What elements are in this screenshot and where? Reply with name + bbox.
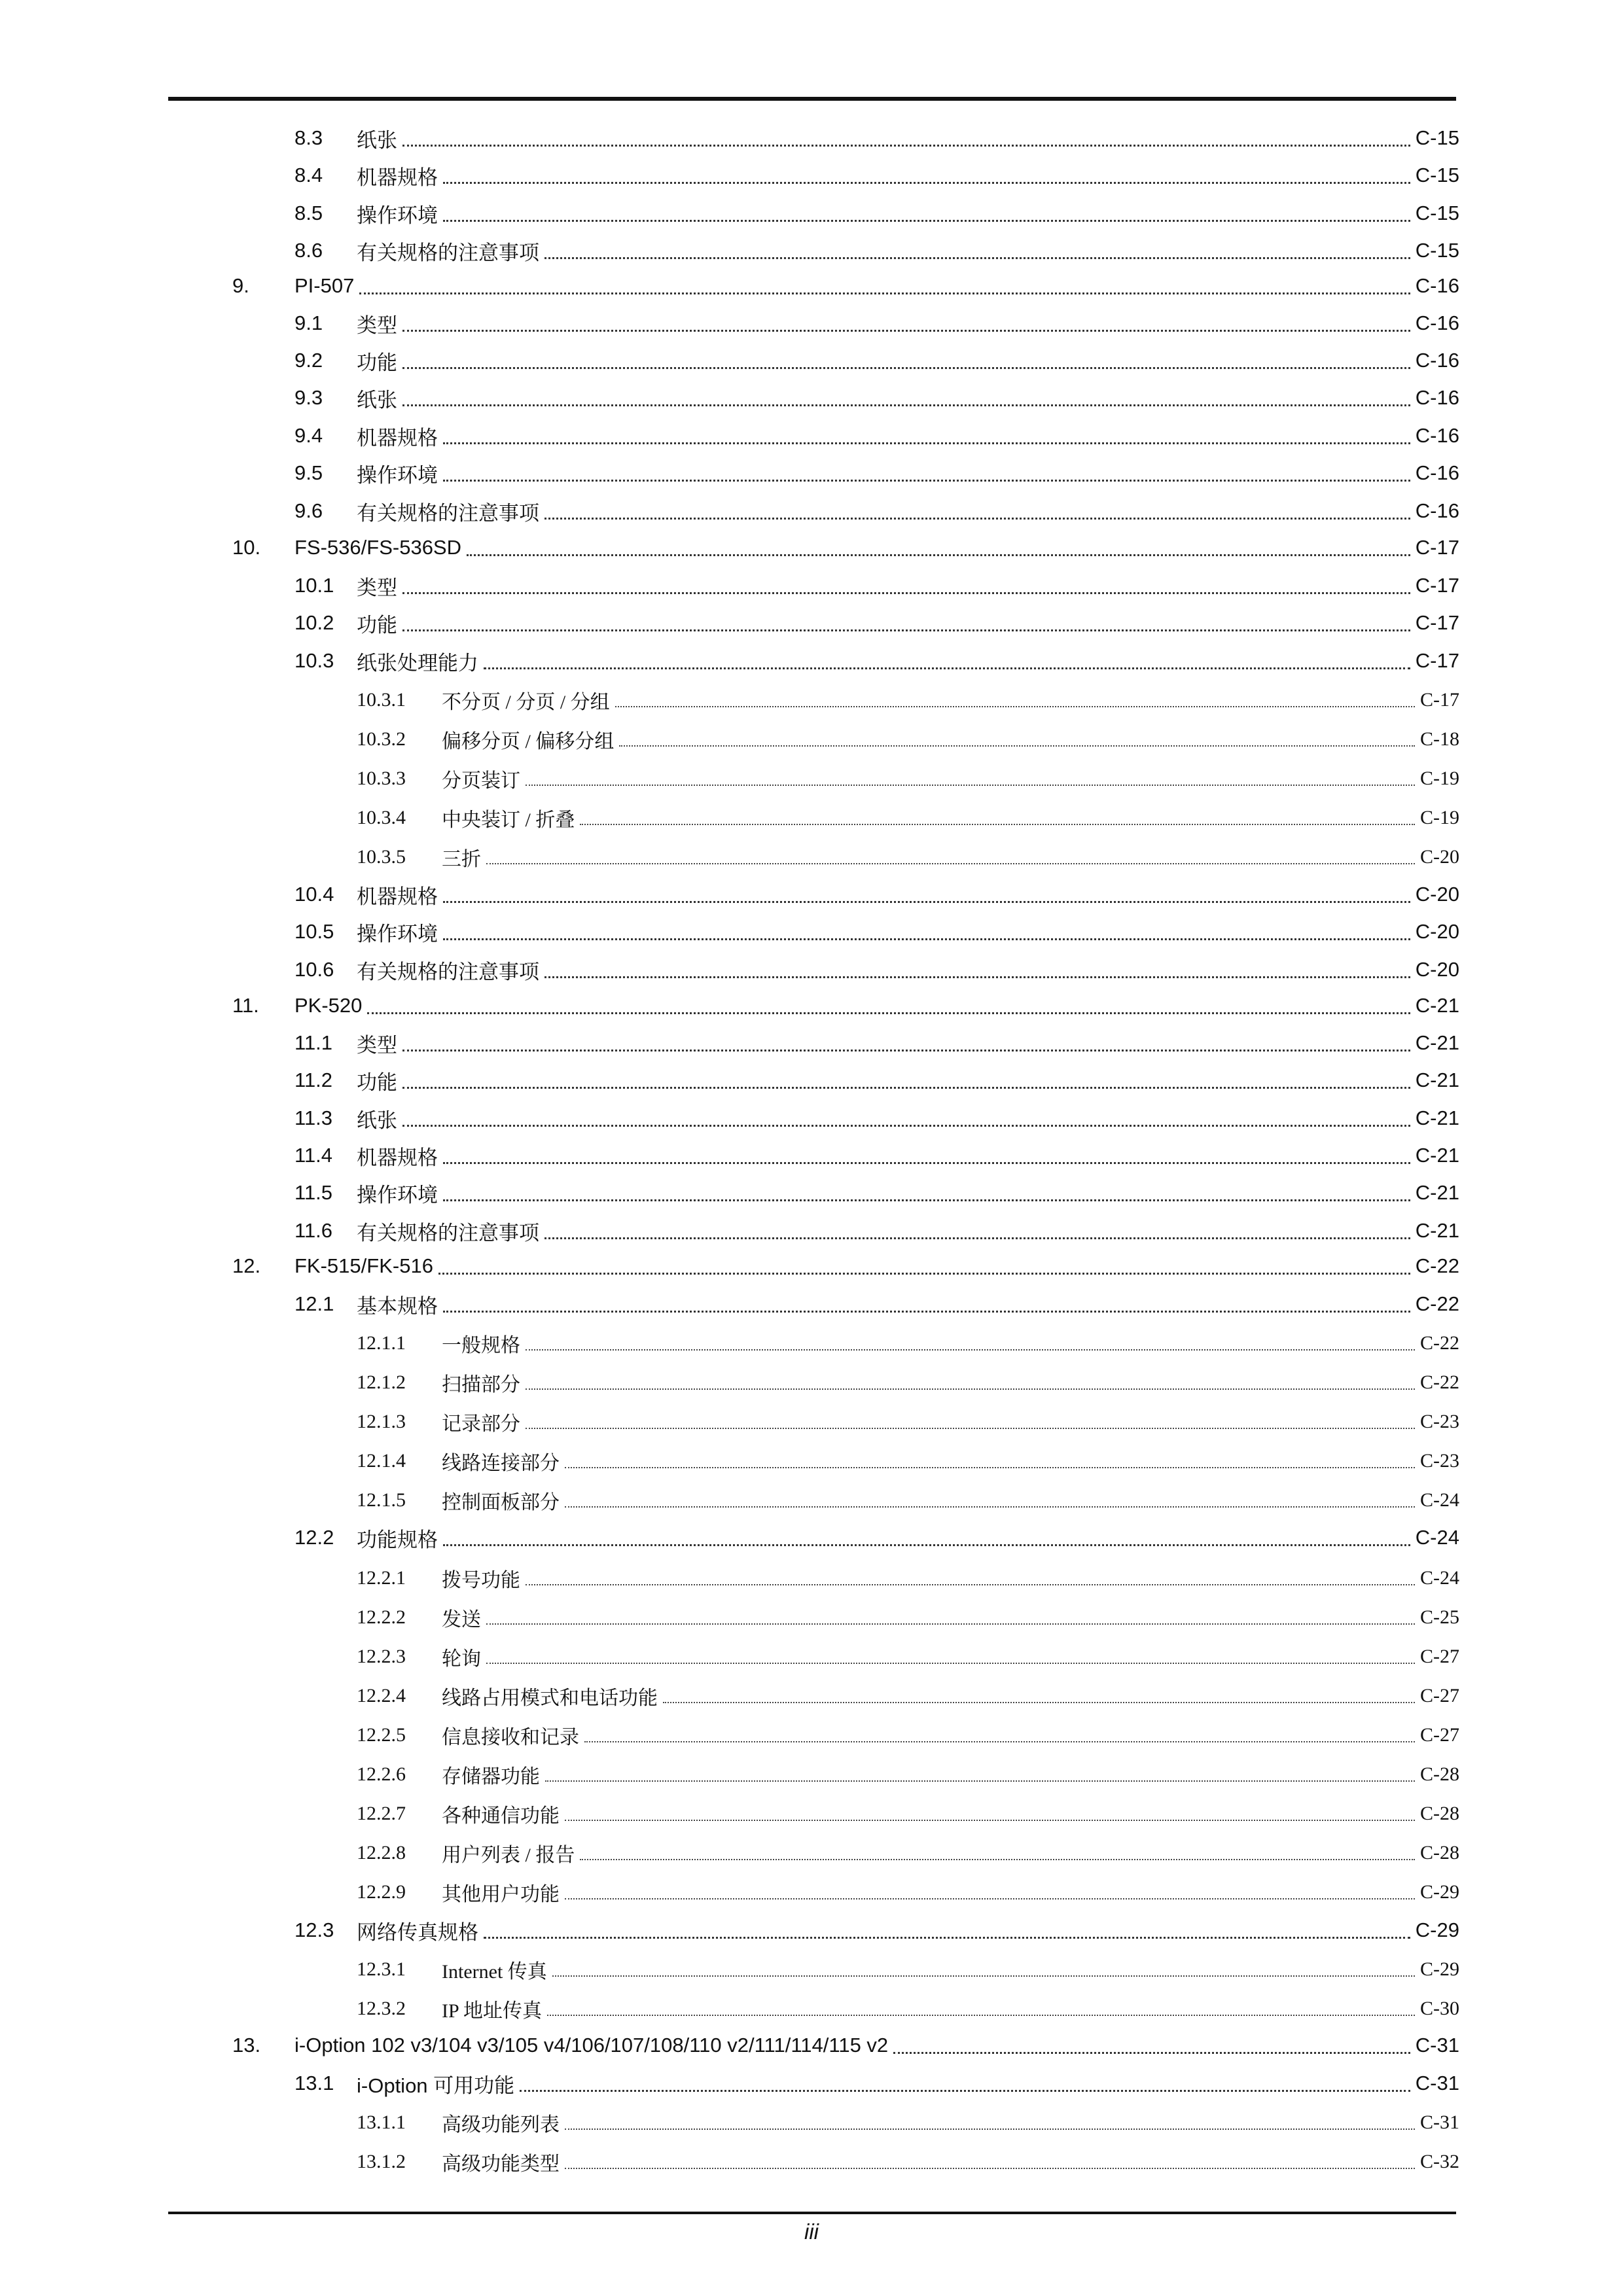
toc-entry-title: 操作环境 [357, 1183, 438, 1207]
footer-rule [168, 2212, 1456, 2214]
toc-entry[interactable] [0, 457, 1623, 489]
toc-entry[interactable] [0, 1719, 1623, 1752]
toc-entry-page: C-21 [1415, 1031, 1459, 1054]
toc-entry-title: 其他用户功能 [442, 1884, 560, 1905]
toc-entry-title: 功能规格 [357, 1528, 438, 1551]
toc-entry-number: 12.1 [294, 1292, 334, 1315]
toc-entry-page: C-24 [1415, 1526, 1459, 1549]
toc-dot-leader [402, 404, 1410, 406]
toc-entry-title: 机器规格 [357, 1146, 438, 1169]
toc-entry[interactable] [0, 2029, 1623, 2062]
toc-dot-leader [402, 592, 1410, 594]
toc-dot-leader [402, 330, 1410, 332]
toc-entry[interactable] [0, 1914, 1623, 1947]
toc-dot-leader [443, 182, 1410, 184]
toc-entry-page: C-28 [1420, 1842, 1459, 1863]
toc-entry[interactable] [0, 762, 1623, 795]
toc-entry-page: C-24 [1420, 1489, 1459, 1511]
toc-dot-leader [359, 292, 1410, 294]
toc-entry-title: 有关规格的注意事项 [357, 960, 539, 983]
toc-entry[interactable] [0, 1601, 1623, 1634]
toc-entry-page: C-15 [1415, 126, 1459, 149]
toc-dot-leader [467, 554, 1410, 556]
toc-entry-title: 各种通信功能 [442, 1805, 560, 1827]
toc-entry-page: C-16 [1415, 274, 1459, 297]
toc-entry-title: 类型 [357, 313, 397, 337]
toc-entry[interactable] [0, 953, 1623, 986]
toc-entry[interactable] [0, 1680, 1623, 1712]
toc-entry-title: 基本规格 [357, 1294, 438, 1318]
toc-entry-title: 高级功能类型 [442, 2153, 560, 2175]
toc-dot-leader [443, 1311, 1410, 1313]
toc-entry[interactable] [0, 2106, 1623, 2139]
toc-entry-page: C-17 [1415, 574, 1459, 597]
toc-entry[interactable] [0, 1405, 1623, 1438]
toc-entry-number: 10.3.5 [357, 846, 406, 868]
toc-dot-leader [580, 1859, 1415, 1860]
toc-entry-title: 操作环境 [357, 203, 438, 227]
toc-entry-page: C-16 [1415, 461, 1459, 484]
toc-entry-page: C-17 [1415, 536, 1459, 559]
toc-entry[interactable] [0, 1758, 1623, 1791]
toc-entry-page: C-32 [1420, 2151, 1459, 2172]
toc-entry[interactable] [0, 122, 1623, 154]
toc-entry[interactable] [0, 1214, 1623, 1247]
toc-entry[interactable] [0, 1327, 1623, 1360]
toc-dot-leader [443, 480, 1410, 482]
toc-entry-title: i-Option 102 v3/104 v3/105 v4/106/107/108/110 v2/111/114/115 v2 [294, 2034, 889, 2057]
toc-dot-leader [565, 1467, 1415, 1468]
toc-entry-title: 网络传真规格 [357, 1920, 478, 1944]
toc-entry-title: 机器规格 [357, 426, 438, 450]
toc-entry-number: 12.3.1 [357, 1958, 406, 1980]
toc-dot-leader [526, 1428, 1415, 1429]
toc-entry-page: C-27 [1420, 1685, 1459, 1706]
toc-dot-leader [402, 145, 1410, 147]
toc-entry-number: 10.3.2 [357, 728, 406, 750]
toc-dot-leader [619, 745, 1415, 747]
toc-entry-number: 10.3 [294, 649, 334, 672]
toc-entry-title: 用户列表 / 报告 [442, 1845, 575, 1866]
toc-entry-page: C-19 [1420, 768, 1459, 789]
toc-entry-title: 不分页 / 分页 / 分组 [442, 692, 610, 713]
toc-entry-page: C-16 [1415, 499, 1459, 522]
toc-entry-number: 10.4 [294, 883, 334, 906]
toc-dot-leader [486, 1623, 1415, 1625]
toc-entry-title: 拨号功能 [442, 1570, 520, 1591]
toc-dot-leader [893, 2052, 1410, 2054]
toc-entry-page: C-29 [1420, 1958, 1459, 1980]
toc-entry[interactable] [0, 878, 1623, 911]
toc-entry-page: C-21 [1415, 994, 1459, 1017]
toc-entry-title: 功能 [357, 613, 397, 637]
toc-entry-title: 偏移分页 / 偏移分组 [442, 731, 615, 752]
toc-entry-page: C-16 [1415, 349, 1459, 372]
toc-entry-title: 有关规格的注意事项 [357, 1221, 539, 1245]
toc-entry-title: 有关规格的注意事项 [357, 501, 539, 525]
toc-dot-leader [484, 667, 1410, 669]
toc-entry-page: C-20 [1415, 920, 1459, 943]
toc-entry-title: FK-515/FK-516 [294, 1254, 433, 1277]
toc-entry-page: C-29 [1415, 1918, 1459, 1941]
toc-dot-leader [402, 1125, 1410, 1127]
toc-entry-number: 9.1 [294, 311, 323, 334]
toc-dot-leader [526, 785, 1415, 786]
toc-entry-title: 存储器功能 [442, 1766, 540, 1788]
toc-entry-page: C-20 [1420, 846, 1459, 868]
toc-entry-number: 12.1.5 [357, 1489, 406, 1511]
toc-dot-leader [443, 901, 1410, 903]
toc-entry-page: C-19 [1420, 807, 1459, 828]
toc-entry-title: IP 地址传真 [442, 2000, 543, 2022]
toc-entry-number: 12.2.3 [357, 1646, 406, 1667]
toc-entry-number: 10.2 [294, 611, 334, 634]
toc-dot-leader [663, 1702, 1415, 1703]
toc-entry-number: 12.2.6 [357, 1763, 406, 1785]
toc-dot-leader [402, 1087, 1410, 1089]
toc-entry-number: 11.2 [294, 1069, 333, 1091]
toc-dot-leader [402, 367, 1410, 369]
toc-entry-title: Internet 传真 [442, 1961, 547, 1983]
toc-entry-number: 12.1.3 [357, 1411, 406, 1432]
toc-entry-title: 中央装订 / 折叠 [442, 809, 575, 831]
toc-dot-leader [520, 2090, 1410, 2092]
toc-entry[interactable] [0, 723, 1623, 756]
toc-dot-leader [565, 1506, 1415, 1508]
toc-entry-number: 13.1.1 [357, 2111, 406, 2133]
toc-dot-leader [565, 2168, 1415, 2169]
toc-entry-page: C-22 [1420, 1371, 1459, 1393]
toc-entry[interactable] [0, 1992, 1623, 2025]
toc-entry-page: C-16 [1415, 386, 1459, 409]
toc-dot-leader [367, 1012, 1410, 1014]
toc-entry-page: C-17 [1420, 689, 1459, 711]
toc-entry[interactable] [0, 1521, 1623, 1554]
toc-entry-number: 12.2 [294, 1526, 334, 1549]
toc-entry[interactable] [0, 381, 1623, 414]
toc-entry[interactable] [0, 915, 1623, 948]
toc-dot-leader [565, 1820, 1415, 1821]
toc-entry[interactable] [0, 1139, 1623, 1172]
toc-dot-leader [544, 1237, 1410, 1239]
toc-entry-title: 有关规格的注意事项 [357, 241, 539, 264]
toc-entry-number: 10. [232, 536, 261, 559]
toc-entry[interactable] [0, 197, 1623, 230]
toc-dot-leader [526, 1349, 1415, 1351]
toc-entry-title: 线路占用模式和电话功能 [442, 1687, 658, 1709]
toc-dot-leader [526, 1388, 1415, 1390]
toc-entry-page: C-21 [1415, 1219, 1459, 1242]
toc-entry-number: 12.2.9 [357, 1881, 406, 1903]
toc-entry-title: i-Option 可用功能 [357, 2074, 515, 2097]
toc-entry[interactable] [0, 234, 1623, 267]
toc-entry-page: C-15 [1415, 239, 1459, 262]
toc-entry-number: 12. [232, 1254, 261, 1277]
toc-entry[interactable] [0, 1876, 1623, 1909]
toc-entry-page: C-22 [1415, 1292, 1459, 1315]
toc-entry-page: C-22 [1420, 1332, 1459, 1354]
toc-entry[interactable] [0, 1640, 1623, 1673]
toc-entry-number: 8.4 [294, 164, 323, 186]
toc-entry-page: C-16 [1415, 424, 1459, 447]
toc-entry-page: C-31 [1420, 2111, 1459, 2133]
toc-entry-title: PI-507 [294, 274, 355, 297]
toc-entry-page: C-28 [1420, 1803, 1459, 1824]
toc-dot-leader [443, 938, 1410, 940]
toc-entry-number: 13.1.2 [357, 2151, 406, 2172]
toc-dot-leader [486, 1663, 1415, 1664]
toc-entry-number: 11.5 [294, 1181, 333, 1204]
toc-entry-number: 10.6 [294, 958, 334, 981]
toc-dot-leader [544, 518, 1410, 520]
toc-entry-number: 11. [232, 994, 259, 1017]
toc-entry-number: 12.2.8 [357, 1842, 406, 1863]
toc-entry-page: C-21 [1415, 1069, 1459, 1091]
toc-entry[interactable] [0, 419, 1623, 452]
toc-entry[interactable] [0, 1366, 1623, 1399]
toc-entry-title: PK-520 [294, 994, 363, 1017]
toc-entry-page: C-20 [1415, 883, 1459, 906]
toc-entry[interactable] [0, 1064, 1623, 1097]
toc-entry-title: 类型 [357, 576, 397, 599]
toc-dot-leader [438, 1273, 1410, 1275]
toc-entry[interactable] [0, 2146, 1623, 2178]
toc-entry-title: 扫描部分 [442, 1374, 520, 1396]
toc-entry-number: 12.2.4 [357, 1685, 406, 1706]
toc-entry-number: 12.3.2 [357, 1998, 406, 2019]
toc-entry[interactable] [0, 1288, 1623, 1320]
toc-dot-leader [545, 1780, 1415, 1782]
toc-entry-title: 类型 [357, 1033, 397, 1057]
toc-entry-number: 8.3 [294, 126, 323, 149]
toc-entry-number: 12.2.7 [357, 1803, 406, 1824]
toc-entry-number: 9.3 [294, 386, 323, 409]
toc-entry-title: 操作环境 [357, 463, 438, 487]
toc-entry-title: 功能 [357, 351, 397, 374]
toc-entry-page: C-22 [1415, 1254, 1459, 1277]
toc-entry[interactable] [0, 1250, 1623, 1282]
toc-entry-page: C-20 [1415, 958, 1459, 981]
toc-entry[interactable] [0, 531, 1623, 564]
toc-entry-title: 线路连接部分 [442, 1453, 560, 1474]
toc-dot-leader [484, 1937, 1410, 1939]
toc-entry-number: 8.5 [294, 202, 323, 224]
toc-entry-page: C-31 [1415, 2072, 1459, 2094]
toc-entry-title: FS-536/FS-536SD [294, 536, 461, 559]
toc-entry-number: 11.6 [294, 1219, 333, 1242]
toc-entry-number: 13. [232, 2034, 261, 2057]
toc-entry-number: 11.3 [294, 1106, 333, 1129]
toc-entry-title: 功能 [357, 1070, 397, 1094]
toc-entry-number: 10.5 [294, 920, 334, 943]
footer-page-number: iii [804, 2219, 819, 2244]
toc-entry-number: 9.5 [294, 461, 323, 484]
toc-entry-page: C-23 [1420, 1450, 1459, 1472]
toc-entry[interactable] [0, 607, 1623, 639]
toc-entry[interactable] [0, 684, 1623, 716]
toc-entry-number: 10.3.1 [357, 689, 406, 711]
toc-entry-number: 8.6 [294, 239, 323, 262]
toc-entry[interactable] [0, 1953, 1623, 1986]
toc-entry[interactable] [0, 1484, 1623, 1517]
toc-entry[interactable] [0, 2067, 1623, 2100]
toc-entry-title: 机器规格 [357, 885, 438, 908]
toc-dot-leader [443, 1199, 1410, 1201]
toc-entry-page: C-28 [1420, 1763, 1459, 1785]
toc-entry[interactable] [0, 1102, 1623, 1135]
toc-entry[interactable] [0, 1837, 1623, 1869]
toc-dot-leader [443, 442, 1410, 444]
toc-entry-title: 机器规格 [357, 166, 438, 189]
toc-entry-title: 纸张 [357, 128, 397, 152]
toc-entry[interactable] [0, 645, 1623, 677]
toc-entry-page: C-23 [1420, 1411, 1459, 1432]
toc-entry[interactable] [0, 841, 1623, 874]
toc-dot-leader [443, 1162, 1410, 1164]
toc-entry[interactable] [0, 569, 1623, 602]
toc-entry-number: 12.3 [294, 1918, 334, 1941]
toc-entry-page: C-27 [1420, 1646, 1459, 1667]
toc-entry-page: C-24 [1420, 1567, 1459, 1589]
toc-entry-title: 轮询 [442, 1648, 481, 1670]
toc-dot-leader [580, 824, 1415, 825]
toc-entry-title: 记录部分 [442, 1413, 520, 1435]
toc-entry-number: 10.1 [294, 574, 334, 597]
toc-dot-leader [547, 2015, 1415, 2016]
toc-entry-number: 11.1 [294, 1031, 333, 1054]
toc-dot-leader [526, 1584, 1415, 1585]
toc-entry-page: C-29 [1420, 1881, 1459, 1903]
toc-entry-title: 纸张 [357, 388, 397, 412]
toc-dot-leader [565, 1898, 1415, 1899]
toc-entry-page: C-17 [1415, 611, 1459, 634]
toc-entry-page: C-25 [1420, 1606, 1459, 1628]
toc-entry[interactable] [0, 1176, 1623, 1209]
toc-entry[interactable] [0, 1027, 1623, 1059]
toc-dot-leader [443, 1544, 1410, 1546]
toc-entry-page: C-18 [1420, 728, 1459, 750]
toc-entry-page: C-27 [1420, 1724, 1459, 1746]
toc-entry-title: 纸张处理能力 [357, 651, 478, 675]
toc-entry-page: C-21 [1415, 1106, 1459, 1129]
toc-entry-page: C-15 [1415, 164, 1459, 186]
toc-entry-page: C-30 [1420, 1998, 1459, 2019]
toc-entry-page: C-16 [1415, 311, 1459, 334]
toc-entry-number: 12.1.2 [357, 1371, 406, 1393]
toc-entry[interactable] [0, 159, 1623, 192]
toc-entry-page: C-15 [1415, 202, 1459, 224]
toc-dot-leader [544, 257, 1410, 259]
toc-entry-number: 12.2.1 [357, 1567, 406, 1589]
toc-entry-number: 10.3.4 [357, 807, 406, 828]
toc-entry-title: 纸张 [357, 1108, 397, 1132]
toc-entry-number: 13.1 [294, 2072, 334, 2094]
toc-entry-number: 12.1.4 [357, 1450, 406, 1472]
toc-dot-leader [565, 2128, 1415, 2130]
toc-entry-title: 三折 [442, 849, 481, 870]
toc-entry-page: C-17 [1415, 649, 1459, 672]
toc-entry-number: 9. [232, 274, 249, 297]
toc-entry[interactable] [0, 307, 1623, 340]
toc-dot-leader [402, 629, 1410, 631]
toc-dot-leader [486, 863, 1415, 864]
toc-entry-title: 操作环境 [357, 922, 438, 945]
toc-dot-leader [402, 1050, 1410, 1051]
toc-entry-page: C-21 [1415, 1144, 1459, 1167]
toc-entry-title: 信息接收和记录 [442, 1727, 579, 1748]
toc-entry-title: 分页装订 [442, 770, 520, 792]
toc-entry-page: C-21 [1415, 1181, 1459, 1204]
toc-entry[interactable] [0, 495, 1623, 527]
toc-entry-number: 12.1.1 [357, 1332, 406, 1354]
toc-entry[interactable] [0, 270, 1623, 302]
toc-entry[interactable] [0, 1445, 1623, 1477]
toc-entry-number: 12.2.2 [357, 1606, 406, 1628]
toc-entry-title: 一般规格 [442, 1335, 520, 1356]
toc-dot-leader [443, 220, 1410, 222]
toc-entry[interactable] [0, 1562, 1623, 1595]
toc-entry[interactable] [0, 1797, 1623, 1830]
toc-entry[interactable] [0, 802, 1623, 834]
toc-entry-page: C-31 [1415, 2034, 1459, 2057]
toc-entry[interactable] [0, 989, 1623, 1022]
toc-dot-leader [584, 1741, 1415, 1742]
toc-entry[interactable] [0, 344, 1623, 377]
toc-entry-number: 9.6 [294, 499, 323, 522]
toc-entry-number: 9.2 [294, 349, 323, 372]
toc-entry-number: 9.4 [294, 424, 323, 447]
toc-dot-leader [615, 706, 1415, 707]
toc-entry-number: 12.2.5 [357, 1724, 406, 1746]
toc-dot-leader [552, 1975, 1415, 1977]
toc-entry-number: 10.3.3 [357, 768, 406, 789]
toc-dot-leader [544, 976, 1410, 978]
toc-entry-title: 发送 [442, 1609, 481, 1631]
toc-entry-number: 11.4 [294, 1144, 333, 1167]
toc-entry-title: 控制面板部分 [442, 1492, 560, 1513]
toc-entry-title: 高级功能列表 [442, 2114, 560, 2136]
